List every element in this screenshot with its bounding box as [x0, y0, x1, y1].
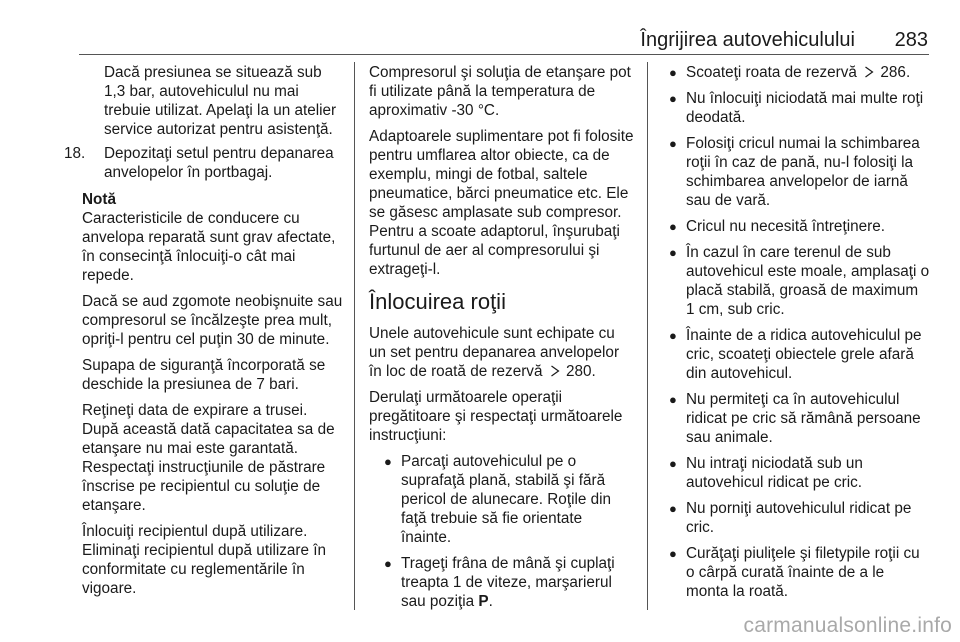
paragraph-intro [369, 324, 636, 381]
column-2 [369, 63, 636, 618]
paragraph-preparation: Derulaţi următoarele operaţii pregătitoare şi respectaţi următoarele instrucţiuni: [369, 389, 623, 444]
list-item: ● Nu înlocuiţi niciodată mai multe roţi deodată. [669, 90, 924, 126]
step-number: 18. [64, 145, 86, 162]
list-item: ● Cricul nu necesită întreţinere. [669, 218, 885, 235]
list-item: ● Curăţaţi piuliţele şi filetурile roţii cu o cârpă curată înainte de a le monta la roată. [669, 545, 920, 600]
column-3 [664, 63, 930, 608]
bullet-dot: ● [384, 454, 392, 469]
watermark-text: carmanualsonline.info [743, 614, 952, 637]
bullet-dot: ● [669, 328, 677, 343]
list-item: ● Nu porniţi autovehiculul ridicat pe cric. [669, 500, 912, 536]
page-reference-arrow-icon [550, 365, 560, 377]
paragraph-adapters: Adaptoarele suplimentare pot fi folosite pentru umflarea altor obiecte, ca de exemplu, mingi de fotbal, saltele pneumatice, bărci pneumatice etc. Ele se găsesc amplasate sub compresor. Pentru a scoate adaptorul, înşurubaţi furtunul de aer al compresorului şi extrageţi-l. [369, 128, 634, 278]
bullet-dot: ● [669, 136, 677, 151]
step-18 [64, 144, 346, 182]
paragraph-expiry: Reţineţi data de expirare a trusei. După această dată capacitatea sa de etanşare nu mai este garantată. Respectaţi instrucţiunile de păstrare înscrise pe recipientul cu soluţie de etanşare. [82, 402, 335, 514]
paragraph-temperature: Compresorul şi soluţia de etanşare pot fi utilizate până la temperatura de aproximativ -30 °C. [369, 64, 631, 119]
paragraph-safety-valve: Supapa de siguranţă încorporată se deschide la presiunea de 7 bari. [82, 357, 326, 393]
bullet-dot: ● [669, 91, 677, 106]
bullet-dot: ● [669, 456, 677, 471]
list-item: ● Scoateţi roata de rezervă 286. [669, 64, 911, 81]
bullet-dot: ● [669, 219, 677, 234]
list-item: ● Nu intraţi niciodată sub un autovehicul ridicat pe cric. [669, 455, 863, 491]
bullet-dot: ● [669, 546, 677, 561]
bullet-dot: ● [669, 245, 677, 260]
bullet-dot: ● [669, 65, 677, 80]
section-heading: Înlocuirea roţii [369, 289, 506, 314]
preparation-list [369, 452, 636, 611]
gear-position-p: P [478, 593, 489, 610]
list-item: ● Nu permiteţi ca în autovehiculul ridicat pe cric să rămână persoane sau animale. [669, 391, 921, 446]
note-heading: Notă [82, 191, 116, 208]
continued-step-text: Dacă presiunea se situează sub 1,3 bar, autovehiculul nu mai trebuie utilizat. Apelaţi la un atelier service autorizat pentru asistenţă. [104, 64, 337, 138]
list-item: ● Folosiţi cricul numai la schimbarea roţii în caz de pană, nu-l folosiţi la schimbarea anvelopelor de iarnă sau de vară. [669, 135, 920, 209]
paragraph-noise: Dacă se aud zgomote neobişnuite sau compresorul se încălzeşte prea mult, opriţi-l pentru cel puţin 30 de minute. [82, 293, 343, 348]
intro-text: Unele autovehicule sunt echipate cu un set pentru depanarea anvelopelor în loc de roată de rezervă [369, 325, 620, 380]
intro-page-reference: 280. [565, 363, 596, 380]
list-item: ● Trageţi frâna de mână şi cuplaţi treapta 1 de viteze, marşarierul sau poziţia P. [384, 555, 615, 610]
header-divider [79, 54, 929, 55]
column-divider-2 [647, 62, 648, 610]
page-reference: 286. [880, 64, 911, 81]
page-number: 283 [894, 29, 928, 51]
list-item: ● Înainte de a ridica autovehiculul pe cric, scoateţi obiectele grele afară din autovehicul. [669, 327, 922, 382]
bullet-dot: ● [384, 556, 392, 571]
page-header-title: Îngrijirea autovehiculului [640, 29, 855, 51]
list-item: ● În cazul în care terenul de sub autovehicul este moale, amplasaţi o placă stabilă, groasă de maximum 1 cm, sub cric. [669, 244, 930, 318]
column-divider-1 [354, 62, 355, 610]
note-text: Caracteristicile de conducere cu anvelopa reparată sunt grav afectate, în consecinţă înlocuiţi-o cât mai repede. [82, 210, 336, 284]
paragraph-replace-container: Înlocuiţi recipientul după utilizare. Eliminaţi recipientul după utilizare în conformitate cu reglementările în vigoare. [82, 523, 327, 597]
page-reference-arrow-icon [864, 66, 874, 78]
bullet-dot: ● [669, 392, 677, 407]
bullet-dot: ● [669, 501, 677, 516]
step-text: Depozitaţi setul pentru depanarea anvelopelor în portbagaj. [104, 145, 334, 181]
column-1 [64, 63, 346, 605]
list-item: ● Parcaţi autovehiculul pe o suprafaţă plană, stabilă şi fără pericol de alunecare. Roţile din faţă trebuie să fie orientate înainte. [384, 453, 612, 546]
